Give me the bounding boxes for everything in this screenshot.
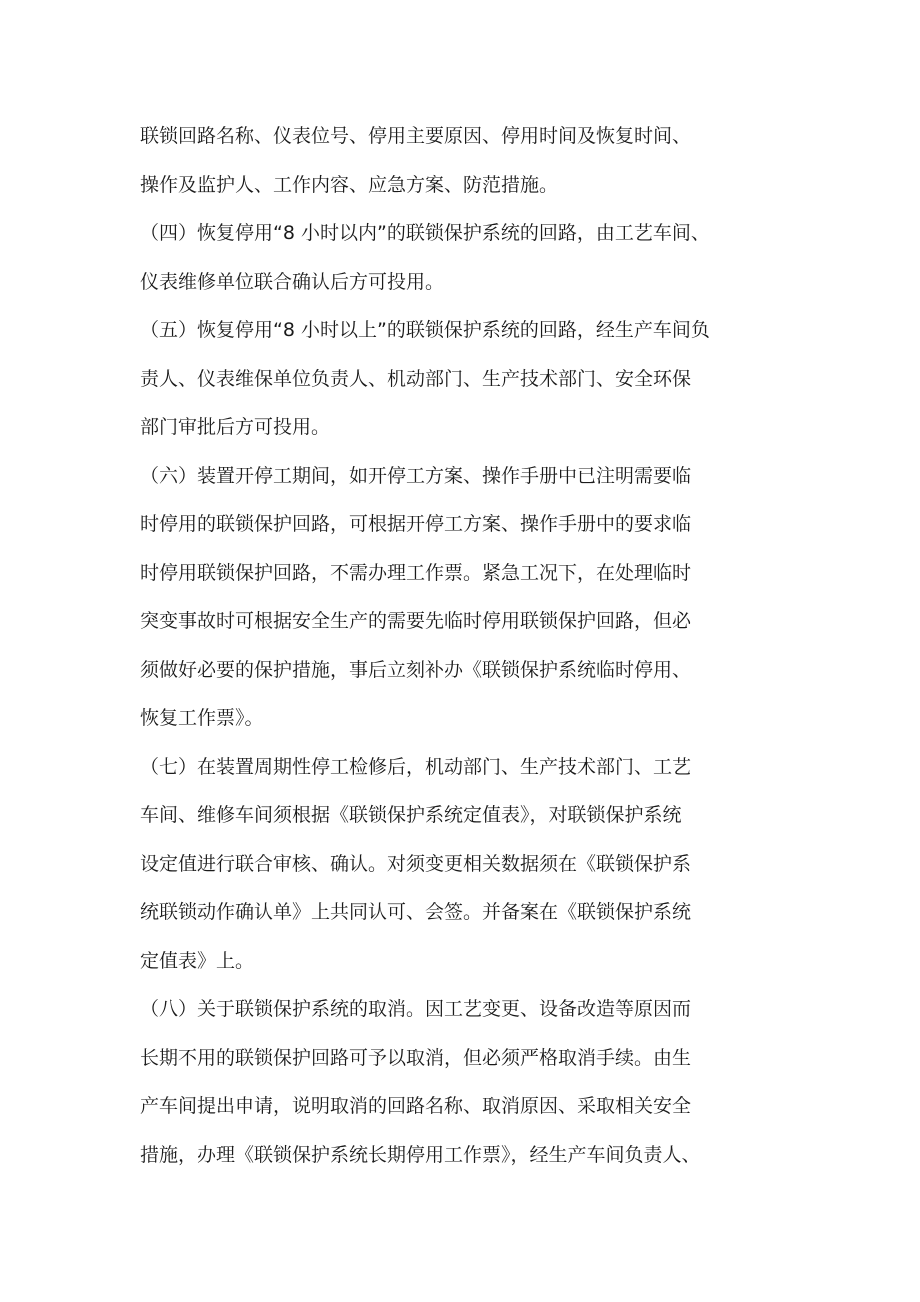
text-line: 仪表维修单位联合确认后方可投用。	[140, 270, 445, 293]
text-line: （四）恢复停用“8 小时以内”的联锁保护系统的回路，由工艺车间、	[140, 222, 710, 244]
text-line: 突变事故时可根据安全生产的需要先临时停用联锁保护回路，但必	[140, 610, 692, 632]
text-line: （六）装置开停工期间，如开停工方案、操作手册中已注明需要临	[140, 464, 692, 487]
document-body	[140, 112, 800, 1179]
text-line: 统联锁动作确认单》上共同认可、会签。并备案在《联锁保护系统	[140, 901, 692, 923]
text-line: 责人、仪表维保单位负责人、机动部门、生产技术部门、安全环保	[140, 367, 692, 390]
text-line: 措施，办理《联锁保护系统长期停用工作票》，经生产车间负责人、	[140, 1143, 701, 1166]
text-line: 联锁回路名称、仪表位号、停用主要原因、停用时间及恢复时间、	[140, 125, 692, 147]
text-line: （五）恢复停用“8 小时以上”的联锁保护系统的回路，经生产车间负	[140, 319, 710, 341]
text-line: 时停用联锁保护回路，不需办理工作票。紧急工况下，在处理临时	[140, 561, 692, 584]
text-line: 长期不用的联锁保护回路可予以取消，但必须严格取消手续。由生	[140, 1046, 692, 1069]
text-line: 部门审批后方可投用。	[140, 416, 331, 438]
text-line: 操作及监护人、工作内容、应急方案、防范措施。	[140, 173, 559, 196]
text-line: 须做好必要的保护措施，事后立刻补办《联锁保护系统临时停用、	[140, 658, 692, 681]
text-line: 时停用的联锁保护回路，可根据开停工方案、操作手册中的要求临	[140, 513, 692, 535]
text-line: 定值表》上。	[140, 949, 255, 972]
text-line: 车间、维修车间须根据《联锁保护系统定值表》，对联锁保护系统	[140, 804, 682, 826]
text-line: 设定值进行联合审核、确认。对须变更相关数据须在《联锁保护系	[140, 852, 692, 875]
text-line: （八）关于联锁保护系统的取消。因工艺变更、设备改造等原因而	[140, 998, 692, 1020]
text-line: 产车间提出申请，说明取消的回路名称、取消原因、采取相关安全	[140, 1095, 692, 1117]
text-line: （七）在装置周期性停工检修后，机动部门、生产技术部门、工艺	[140, 755, 692, 778]
text-line: 恢复工作票》。	[140, 707, 264, 729]
